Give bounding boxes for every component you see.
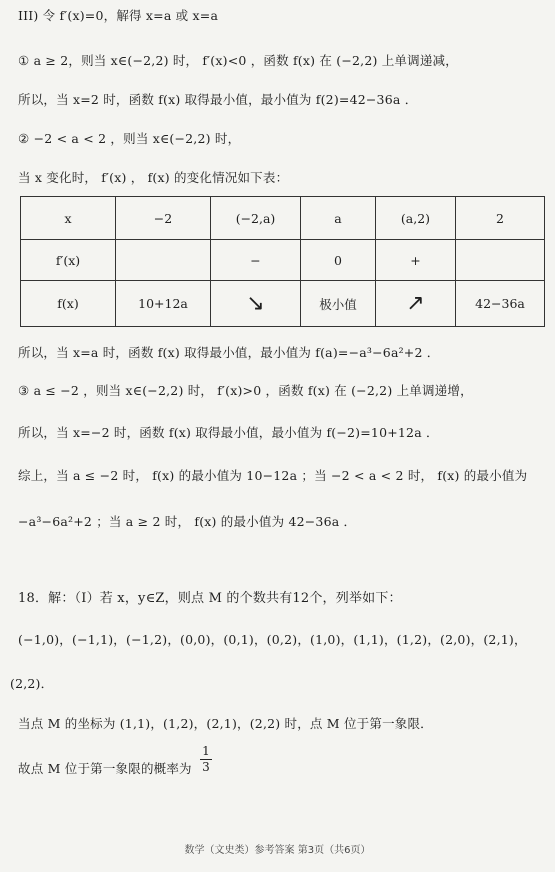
table-cell [456,240,545,281]
text-line-3: 所以，当 x=2 时，函数 f(x) 取得最小值，最小值为 f(2)=42−36a ． [18,92,418,107]
text-line-15: 故点 M 位于第一象限的概率为 [18,761,192,776]
increasing-arrow-icon: ↗ [406,290,425,316]
table-cell: f(x) [21,281,116,327]
text-line-6: 所以，当 x=a 时，函数 f(x) 取得最小值，最小值为 f(a)=−a³−6a²+2 ． [18,345,440,360]
text-line-12: (−1,0)，(−1,1)，(−1,2)，(0,0)，(0,1)，(0,2)，(1,0)，(1,1)，(1,2)，(2,0)，(2,1)， [18,632,527,647]
text-line-2: ① a ≥ 2，则当 x∈(−2,2) 时， f′(x)<0 ，函数 f(x) 在 (−2,2) 上单调递减， [18,53,458,68]
table-cell: − [211,240,301,281]
decreasing-arrow-icon: ↘ [246,290,265,316]
table-cell: + [376,240,456,281]
text-line-9: 综上，当 a ≤ −2 时， f(x) 的最小值为 10−12a ；当 −2 < a < 2 时， f(x) 的最小值为 [18,468,528,483]
table-row [21,197,545,240]
table-row [21,240,545,281]
page-footer: 数学（文史类）参考答案 第3页（共6页） [184,845,371,856]
fraction-numerator: 1 [202,744,210,758]
text-line-14: 当点 M 的坐标为 (1,1)，(1,2)，(2,1)，(2,2) 时，点 M 位于第一象限． [18,716,433,731]
text-line-11: 18．解：（I）若 x，y∈Z，则点 M 的个数共有12个，列举如下： [18,591,402,606]
table-cell [211,281,301,327]
fraction-denominator: 3 [202,760,210,774]
table-cell: (−2,a) [211,197,301,240]
probability-fraction [200,745,212,774]
text-line-13: (2,2)． [10,676,54,691]
table-cell: 10+12a [116,281,211,327]
table-cell [116,240,211,281]
table-cell: (a,2) [376,197,456,240]
text-line-5: 当 x 变化时， f′(x) ， f(x) 的变化情况如下表： [18,170,289,185]
text-line-8: 所以，当 x=−2 时，函数 f(x) 取得最小值，最小值为 f(−2)=10+12a ． [18,425,439,440]
table-cell: f′(x) [21,240,116,281]
table-cell: a [301,197,376,240]
table-cell: 0 [301,240,376,281]
variation-table [20,196,545,327]
table-cell: 极小值 [301,281,376,327]
table-cell: 42−36a [456,281,545,327]
table-row [21,281,545,327]
table-cell: 2 [456,197,545,240]
table-cell: −2 [116,197,211,240]
table-cell: x [21,197,116,240]
table-cell [376,281,456,327]
text-line-1: III) 令 f′(x)=0，解得 x=a 或 x=a [18,8,219,23]
text-line-7: ③ a ≤ −2 ，则当 x∈(−2,2) 时， f′(x)>0 ，函数 f(x) 在 (−2,2) 上单调递增， [18,383,473,398]
text-line-10: −a³−6a²+2 ；当 a ≥ 2 时， f(x) 的最小值为 42−36a ． [18,514,357,529]
text-line-4: ② −2 < a < 2 ，则当 x∈(−2,2) 时， [18,131,241,146]
